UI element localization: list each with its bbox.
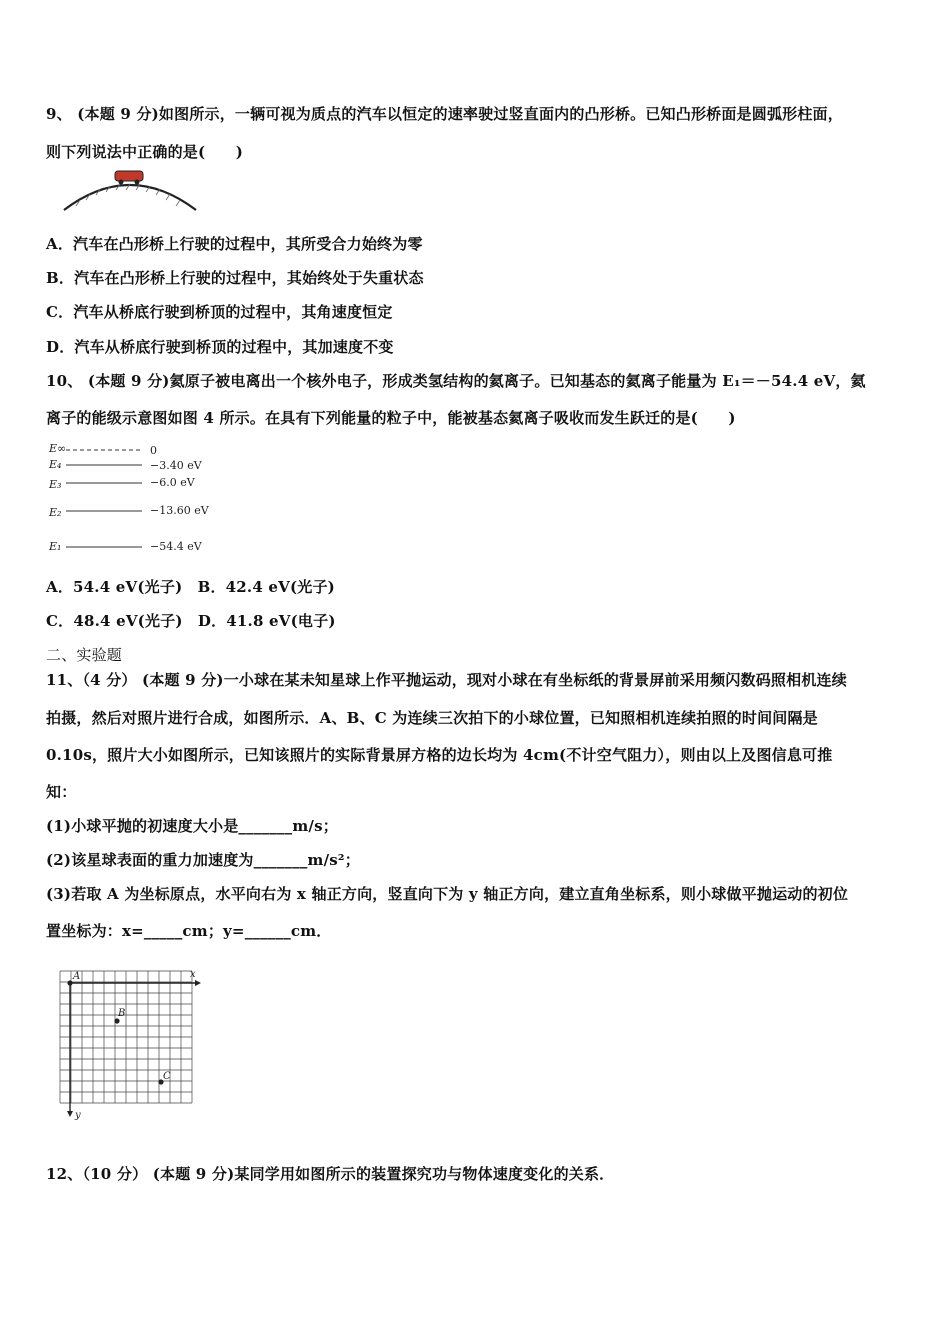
section-title: 二、实验题 [46,646,123,664]
q10-stem-line1: 10、 (本题 9 分)氦原子被电离出一个核外电子，形成类氢结构的氦离子。已知基态的氦离子能量为 E₁＝－54.4 eV，氦 [46,372,866,390]
level-value: 0 [150,444,157,457]
level-value: −13.60 eV [150,504,209,517]
q9-option-c: C．汽车从桥底行驶到桥顶的过程中，其角速度恒定 [46,303,393,321]
q9-option-b: B．汽车在凸形桥上行驶的过程中，其始终处于失重状态 [46,269,424,287]
q9-stem-line2: 则下列说法中正确的是( ) [46,143,243,161]
q11-stem-line2: 拍摄，然后对照片进行合成，如图所示．A、B、C 为连续三次拍下的小球位置，已知照相机连续拍照的时间间隔是 [46,709,818,727]
point-a [67,980,72,985]
q11-stem-line4: 知： [46,783,77,801]
energy-level-diagram [46,438,226,558]
level-name: E₄ [49,458,62,471]
level-name: E₂ [49,506,62,519]
q10-stem-line2: 离子的能级示意图如图 4 所示。在具有下列能量的粒子中，能被基态氦离子吸收而发生跃迁的是( ) [46,409,736,427]
q9-option-a: A．汽车在凸形桥上行驶的过程中，其所受合力始终为零 [46,235,423,253]
grid-figure [50,965,210,1125]
level-value: −6.0 eV [150,476,195,489]
q9-stem-line1: 9、 (本题 9 分)如图所示，一辆可视为质点的汽车以恒定的速率驶过竖直面内的凸形桥。已知凸形桥面是圆弧形柱面， [46,105,843,123]
grid-lines [60,971,192,1103]
q11-sub1: (1)小球平抛的初速度大小是_______m/s； [46,817,338,835]
q11-sub3-line1: (3)若取 A 为坐标原点，水平向右为 x 轴正方向，竖直向下为 y 轴正方向，建立直角坐标系，则小球做平抛运动的初位 [46,885,849,903]
q12-stem-line1: 12、（10 分） (本题 9 分)某同学用如图所示的装置探究功与物体速度变化的关系． [46,1165,615,1183]
q11-stem-line1: 11、（4 分） (本题 9 分)一小球在某未知星球上作平抛运动，现对小球在有坐标纸的背景屏前采用频闪数码照相机连续 [46,671,847,689]
label-y-axis: y [75,1110,81,1121]
label-a: A [73,971,81,982]
label-c: C [163,1071,171,1082]
point-b [114,1018,119,1023]
level-name: E∞ [49,442,67,455]
q10-options-row1: A．54.4 eV(光子) B．42.4 eV(光子) [46,578,335,596]
q11-stem-line3: 0.10s，照片大小如图所示，已知该照片的实际背景屏方格的边长均为 4cm(不计空气阻力），则由以上及图信息可推 [46,746,833,764]
level-value: −54.4 eV [150,540,202,553]
q11-sub2: (2)该星球表面的重力加速度为_______m/s²； [46,851,360,869]
level-value: −3.40 eV [150,459,202,472]
level-name: E₁ [49,540,62,553]
label-b: B [118,1008,126,1019]
q10-options-row2: C．48.4 eV(光子) D．41.8 eV(电子) [46,612,336,630]
q11-sub3-line2: 置坐标为：x=_____cm；y=______cm． [46,922,332,940]
label-x-axis: x [190,969,196,980]
level-name: E₃ [49,478,62,491]
bridge-figure [60,168,200,216]
q9-option-d: D．汽车从桥底行驶到桥顶的过程中，其加速度不变 [46,338,394,356]
